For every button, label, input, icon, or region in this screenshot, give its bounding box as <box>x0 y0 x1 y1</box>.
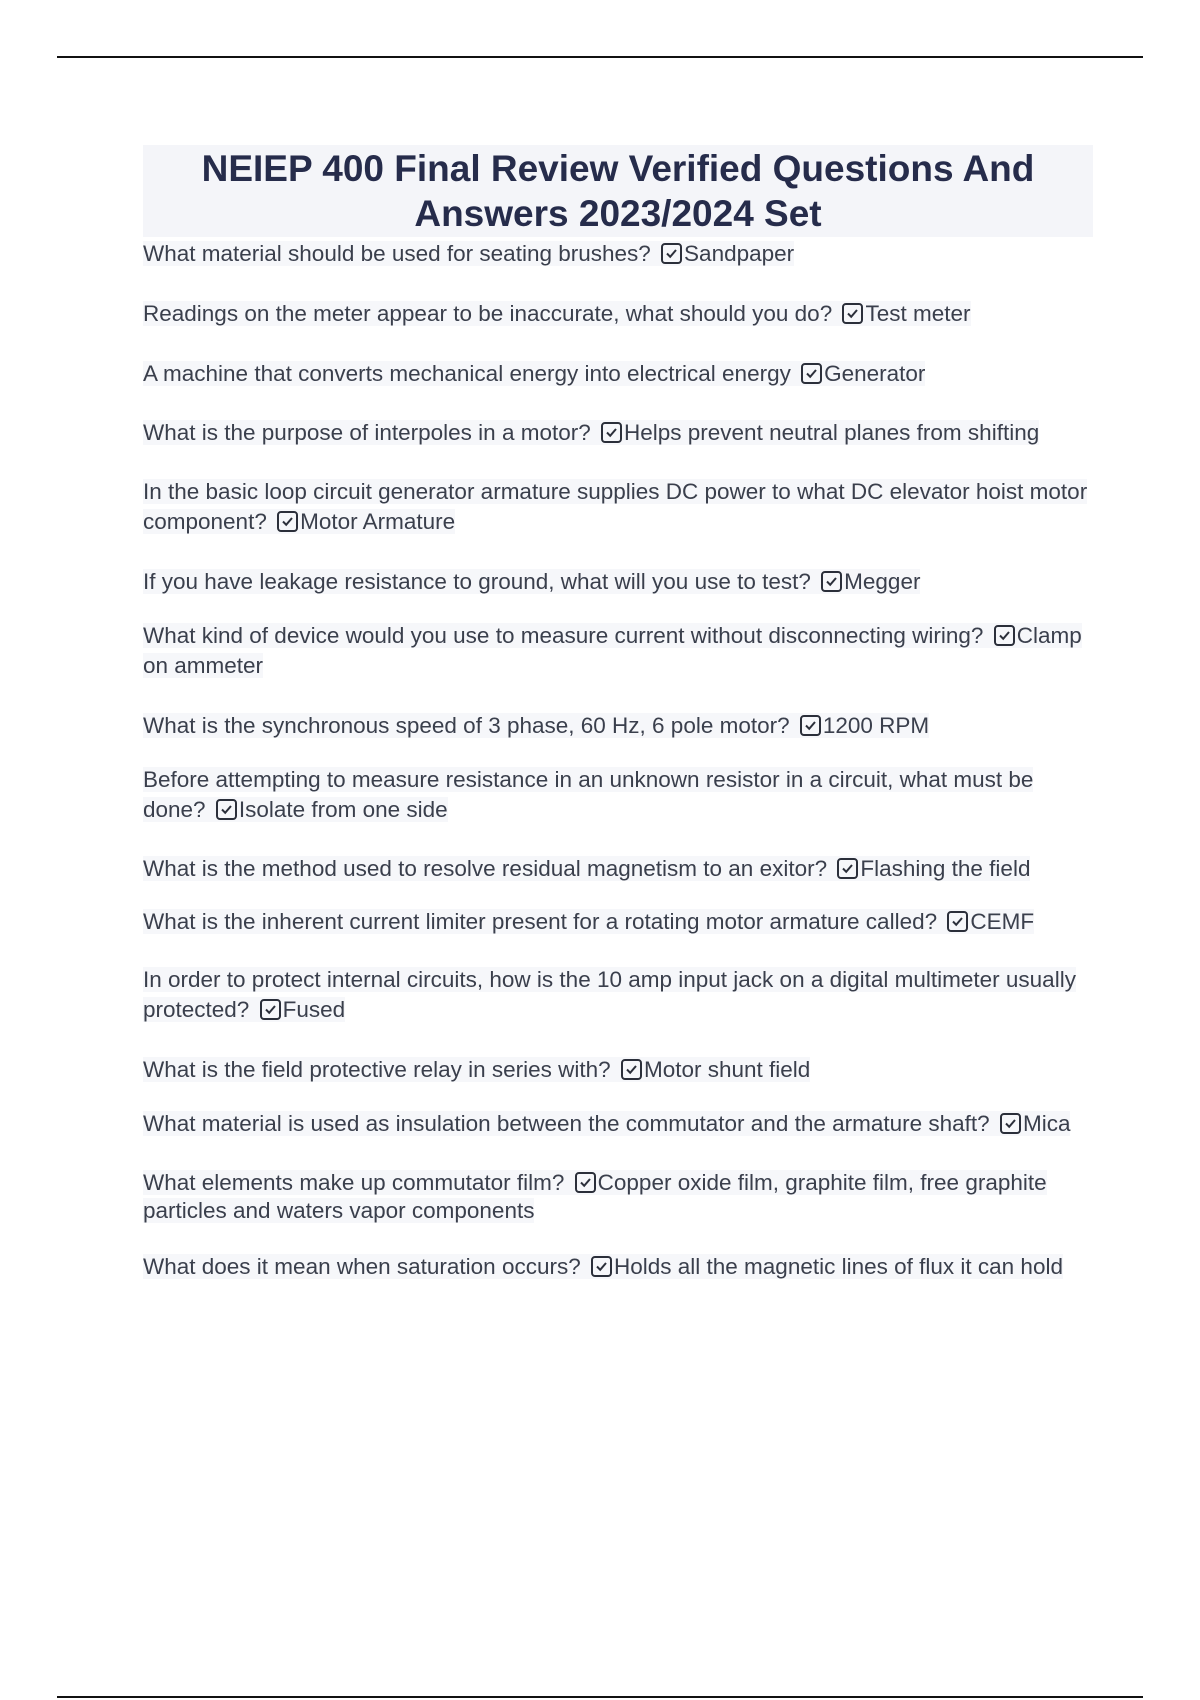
question-text: A machine that converts mechanical energy into electrical energy <box>143 361 798 386</box>
answer-text: Generator <box>824 361 926 386</box>
answer-text: Mica <box>1022 1111 1071 1136</box>
question-text: Readings on the meter appear to be inaccurate, what should you do? <box>143 301 839 326</box>
question-text: What elements make up commutator film? <box>143 1170 571 1195</box>
answer-text: 1200 RPM <box>822 713 930 738</box>
checkbox-checked-icon <box>575 1172 596 1193</box>
answer-text: Megger <box>844 569 921 594</box>
qa-item <box>143 907 1093 937</box>
qa-item <box>143 765 1093 825</box>
checkbox-checked-icon <box>842 303 863 324</box>
checkbox-checked-icon <box>621 1059 642 1080</box>
question-text: What is the synchronous speed of 3 phase, 60 Hz, 6 pole motor? <box>143 713 796 738</box>
qa-item <box>143 965 1093 1025</box>
question-text: In order to protect internal circuits, how is the 10 amp input jack on a digital multimeter usually protected? <box>143 967 1076 1022</box>
qa-item <box>143 711 1093 741</box>
checkbox-checked-icon <box>801 363 822 384</box>
checkbox-checked-icon <box>260 999 281 1020</box>
checkbox-checked-icon <box>994 625 1015 646</box>
question-text: What material should be used for seating brushes? <box>143 241 658 266</box>
answer-text: Helps prevent neutral planes from shifting <box>624 420 1040 445</box>
qa-item <box>143 477 1093 537</box>
checkbox-checked-icon <box>216 799 237 820</box>
qa-item <box>143 1169 1093 1225</box>
answer-text: Motor Armature <box>300 509 456 534</box>
answer-text: Test meter <box>865 301 971 326</box>
question-text: Before attempting to measure resistance in an unknown resistor in a circuit, what must be done? <box>143 767 1034 822</box>
checkbox-checked-icon <box>1000 1113 1021 1134</box>
answer-text: Clamp on ammeter <box>143 623 1082 678</box>
answer-text: CEMF <box>970 909 1035 934</box>
answer-text: Fused <box>282 997 346 1022</box>
answer-text: Copper oxide film, graphite film, free graphite particles and waters vapor components <box>143 1170 1047 1223</box>
checkbox-checked-icon <box>277 511 298 532</box>
qa-item <box>143 239 1093 269</box>
checkbox-checked-icon <box>837 858 858 879</box>
question-text: If you have leakage resistance to ground, what will you use to test? <box>143 569 818 594</box>
qa-item <box>143 567 1093 597</box>
qa-item <box>143 1055 1093 1085</box>
qa-item <box>143 621 1093 681</box>
bottom-rule <box>57 1696 1143 1698</box>
question-text: What does it mean when saturation occurs? <box>143 1254 587 1279</box>
checkbox-checked-icon <box>601 422 622 443</box>
question-text: What is the inherent current limiter present for a rotating motor armature called? <box>143 909 944 934</box>
answer-text: Sandpaper <box>684 241 795 266</box>
question-text: What is the field protective relay in series with? <box>143 1057 617 1082</box>
question-text: In the basic loop circuit generator armature supplies DC power to what DC elevator hoist motor component? <box>143 479 1088 534</box>
answer-text: Motor shunt field <box>643 1057 811 1082</box>
checkbox-checked-icon <box>800 715 821 736</box>
qa-item <box>143 419 1093 447</box>
answer-text: Holds all the magnetic lines of flux it can hold <box>613 1254 1063 1279</box>
checkbox-checked-icon <box>947 911 968 932</box>
qa-item <box>143 299 1093 329</box>
question-text: What material is used as insulation between the commutator and the armature shaft? <box>143 1111 996 1136</box>
qa-item <box>143 359 1093 389</box>
qa-item <box>143 1253 1093 1281</box>
question-text: What is the purpose of interpoles in a motor? <box>143 420 597 445</box>
question-text: What is the method used to resolve residual magnetism to an exitor? <box>143 856 834 881</box>
document-body <box>143 145 1093 1281</box>
question-text: What kind of device would you use to measure current without disconnecting wiring? <box>143 623 990 648</box>
checkbox-checked-icon <box>591 1256 612 1277</box>
checkbox-checked-icon <box>821 571 842 592</box>
top-rule <box>57 56 1143 58</box>
title-box <box>143 145 1093 237</box>
checkbox-checked-icon <box>661 243 682 264</box>
qa-item <box>143 855 1093 883</box>
answer-text: Flashing the field <box>860 856 1031 881</box>
qa-item <box>143 1109 1093 1139</box>
qa-list <box>143 239 1093 1281</box>
answer-text: Isolate from one side <box>238 797 448 822</box>
document-title: NEIEP 400 Final Review Verified Questions And Answers 2023/2024 Set <box>201 148 1035 234</box>
